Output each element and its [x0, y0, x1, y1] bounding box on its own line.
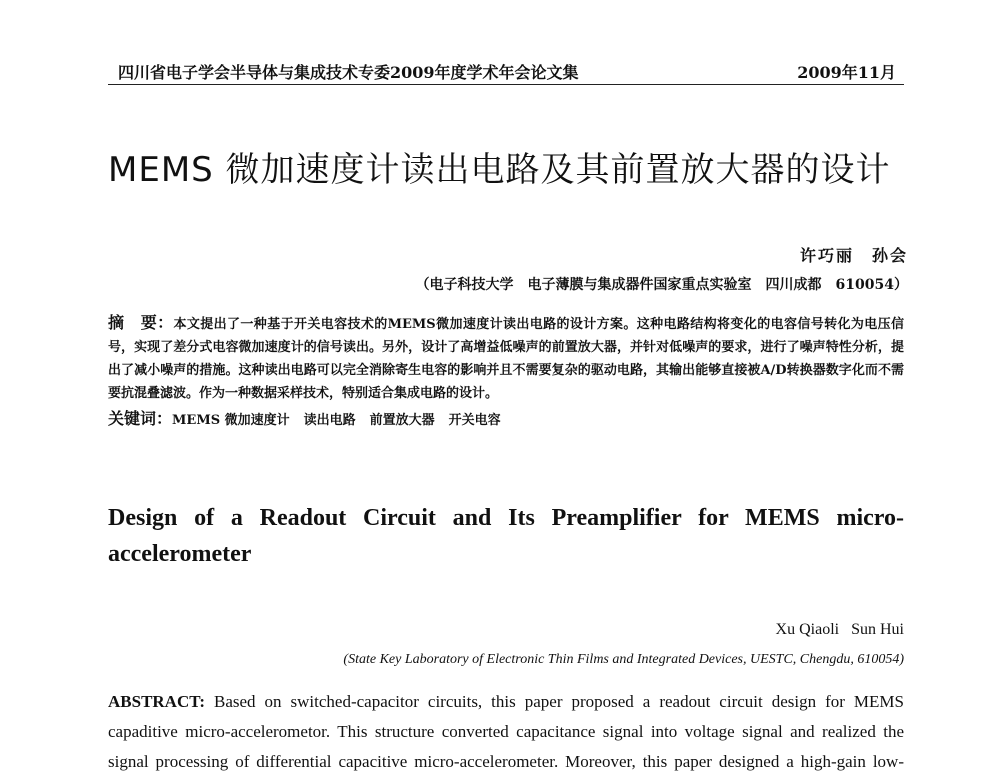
keyword: 开关电容 — [448, 413, 501, 428]
chinese-keywords-label: 关键词： — [108, 409, 173, 428]
chinese-authors: 许巧丽 孙会 — [799, 246, 908, 265]
author-name: Xu Qiaoli — [775, 621, 840, 638]
keyword: 前置放大器 — [369, 413, 435, 428]
keyword: 读出电路 — [303, 413, 356, 428]
author-name: Sun Hui — [851, 621, 904, 638]
chinese-abstract-text: 本文提出了一种基于开关电容技术的MEMS微加速度计读出电路的设计方案。这种电路结构将变化的电容信号转化为电压信号，实现了差分式电容微加速度计的信号读出。另外，设计了高增益低噪声的前置放大器，并针对低噪声的要求，进行了噪声特性分析，提出了减小噪声的措施。这种读出电路可以完全消除寄生电容的影响并且不需要复杂的驱动电路，其输出能够直接被A/D转换器数字化而不需要抗混叠滤波。作为一种数据采样技术，特别适合集成电路的设计。 — [108, 317, 904, 401]
chinese-title: MEMS 微加速度计读出电路及其前置放大器的设计 — [108, 150, 891, 190]
english-abstract-text: Based on switched-capacitor circuits, this paper proposed a readout circuit design for MEMS capaditive micro-accelerometor. This structure converted capacitance signal into voltage signal and realized the signal processing of differential capacitive micro-accelerometer. Moreover, this paper designed a high-gain low- — [108, 692, 904, 771]
english-affiliation: (State Key Laboratory of Electronic Thin Films and Integrated Devices, UESTC, Chengdu, 610054) — [343, 652, 904, 667]
english-abstract-label: ABSTRACT: — [108, 692, 205, 711]
chinese-affiliation: （电子科技大学 电子薄膜与集成器件国家重点实验室 四川成都 610054） — [415, 277, 908, 293]
publication-date: 2009年11月 — [797, 63, 896, 82]
keyword: MEMS 微加速度计 — [172, 413, 290, 428]
running-header — [108, 56, 904, 85]
english-authors — [764, 621, 904, 639]
chinese-keywords — [108, 407, 904, 433]
chinese-abstract-label: 摘 要： — [108, 313, 174, 332]
english-title: Design of a Readout Circuit and Its Preamplifier for MEMS micro-accelerometer — [108, 505, 904, 567]
proceedings-title: 四川省电子学会半导体与集成技术专委2009年度学术年会论文集 — [118, 63, 579, 82]
chinese-abstract — [108, 311, 904, 405]
english-abstract — [108, 687, 904, 777]
